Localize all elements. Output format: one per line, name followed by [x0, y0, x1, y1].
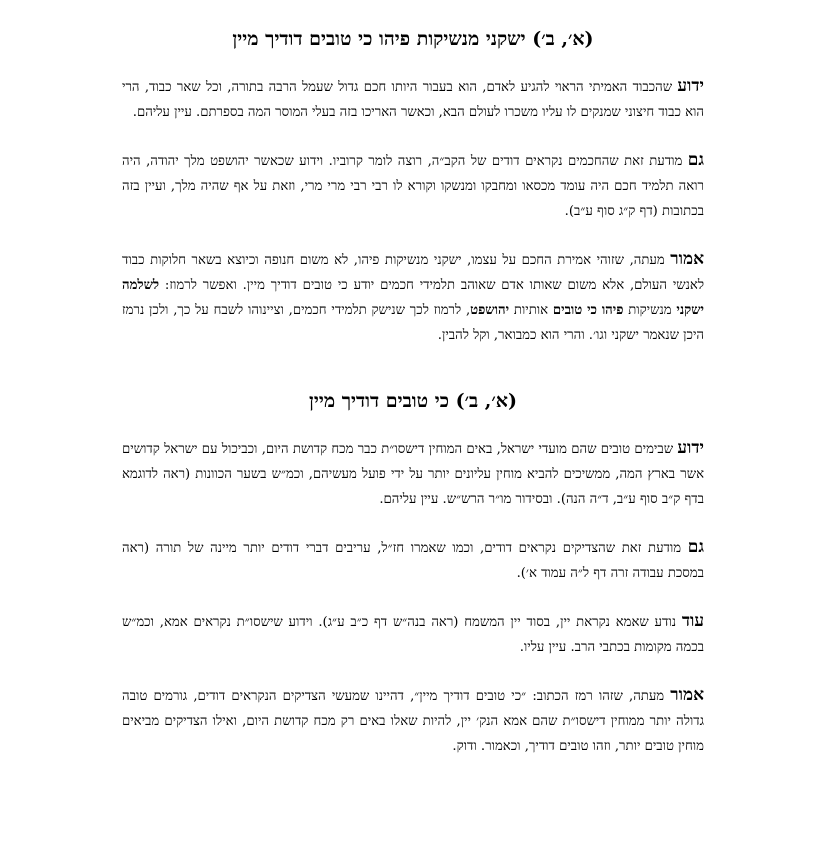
paragraph-text: מנשיקות: [623, 303, 677, 318]
paragraph-text: מעתה, שזוהי אמירת החכם על עצמו, ישקני מנשיקות פיהו, לא משום חנופה וכיוצא בשאר חלוקות כבוד לאנשי העולם, אלא משום שאותו אדם שאוהב תלמידי חכמים יודע כי טובים דודיך מיין. ואפשר לרמוז:: [122, 253, 704, 293]
paragraph-lead-word: גם: [687, 150, 704, 170]
paragraph-lead-word: אמור: [670, 249, 704, 269]
emphasis-word: לשלמה: [122, 278, 160, 293]
section-title: (א׳, ב׳) כי טובים דודיך מיין: [309, 390, 517, 412]
paragraph-text: נודע שאמא נקראת יין, בסוד יין המשמח (ראה בנה״ש דף כ״ב ע״ג). וידוע שישסו״ת נקראים אמא, וכמ״ש בכמה מקומות בכתבי הרב. עיין עליו.: [122, 615, 704, 655]
paragraph-lead-word: אמור: [670, 685, 704, 705]
paragraph: [122, 436, 704, 512]
paragraph: [122, 148, 704, 224]
emphasis-word: טובים: [552, 303, 583, 318]
paragraph-lead-word: עוד: [681, 611, 704, 631]
paragraph-text: מודעת זאת שהחכמים נקראים דודים של הקב״ה, רוצה לומר קרוביו. וידוע שכאשר יהושפט מלך יהודה, היה רואה תלמיד חכם היה עומד מכסאו ומחבקו ומנשקו וקורא לו רבי רבי מרי מרי, וזאת על אף שהיה מלך, ועיין בזה בכתובות (דף ק״ג סוף ע״ב).: [122, 154, 704, 219]
paragraph-lead-word: גם: [687, 537, 704, 557]
paragraph: [122, 247, 704, 348]
paragraph-text: , לרמוז לכך שנישק תלמידי חכמים, וציינוהו לשבח על כך, ולכן נרמז היכן שנאמר ישקני וגו׳. והרי הוא כמבואר, וקל להבין.: [122, 303, 704, 343]
paragraph: [122, 535, 704, 586]
paragraph-text: שבימים טובים שהם מועדי ישראל, באים המוחין דישסו״ת כבר מכח קדושת היום, וכביכול עם ישראל קדושים אשר בארץ המה, ממשיכים להביא מוחין עליונים יותר על ידי פועל מעשיהם, וכמ״ש בשער הכוונות (ראה לדוגמא בדף ק״ב סוף ע״ב, ד״ה הנה). ובסידור מו״ר הרש״ש. עיין עליהם.: [122, 442, 704, 507]
section-title: (א׳, ב׳) ישקני מנשיקות פיהו כי טובים דודיך מיין: [232, 28, 594, 50]
paragraph: [122, 609, 704, 660]
emphasis-word: כי: [587, 303, 597, 318]
paragraph-text: שהכבוד האמיתי הראוי להגיע לאדם, הוא בעבור היותו חכם גדול שעמל הרבה בתורה, וכל שאר כבוד, הרי הוא כבוד חיצוני שמנקים לו עליו משכרו לעולם הבא, וכאשר האריכו בזה בעלי המוסר המה בספרתם. עיין עליהם.: [122, 80, 704, 120]
emphasis-word: פיהו: [601, 303, 624, 318]
document-page: [122, 26, 704, 782]
paragraph: [122, 683, 704, 759]
paragraph-lead-word: ידוע: [677, 438, 704, 458]
emphasis-word: ישקני: [676, 303, 704, 318]
paragraph-text: מודעת זאת שהצדיקים נקראים דודים, וכמו שאמרו חז״ל, עריבים דברי דודים יותר מיינה של תורה (ראה במסכת עבודה זרה דף ל״ה עמוד א׳).: [122, 541, 704, 581]
paragraph-text: מעתה, שזהו רמז הכתוב: ״כי טובים דודיך מיין״, דהיינו שמעשי הצדיקים הנקראים דודים, גורמים טובה גדולה יותר ממוחין דישסו״ת שהם אמא הנק׳ יין, להיות שאלו באים רק מכח קדושת היום, ואילו הצדיקים מביאים מוחין טובים יותר, וזהו טובים דודיך, וכאמור. ודוק.: [122, 689, 704, 754]
paragraph-lead-word: ידוע: [677, 76, 704, 96]
paragraph: [122, 74, 704, 125]
paragraph-text: אותיות: [509, 303, 553, 318]
emphasis-word: יהושפט: [470, 303, 510, 318]
